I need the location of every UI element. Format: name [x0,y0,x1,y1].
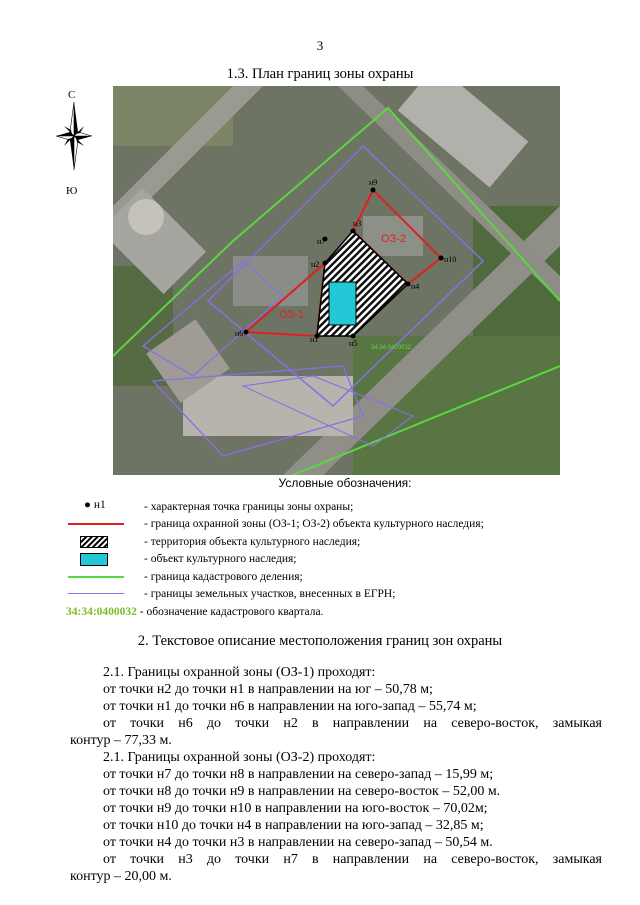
oz1-line: от точки н2 до точки н1 в направлении на юг – 50,78 м; [103,682,433,697]
page-number: 3 [316,38,324,53]
section2-title: 2. Текстовое описание местоположения границ зон охраны [137,633,503,649]
oz1-closing-line: от точки н6 до точки н2 в направлении на северо-восток, замыкая [103,716,602,731]
oz2-line: от точки н10 до точки н4 в направлении на юго-запад – 32,85 м; [103,818,484,833]
oz2-closing-line-cont: контур – 20,00 м. [70,869,172,884]
point-label-n10: н10 [444,255,457,264]
point-label-n7: н7 [317,237,326,246]
cadastral-code: 34:34:0400032 [66,606,137,618]
legend-item-zone-border: - граница охранной зоны (ОЗ-1; ОЗ-2) объекта культурного наследия; [66,516,484,532]
oz1-closing-line-cont: контур – 77,33 м. [70,733,172,748]
legend-item-territory: - территория объекта культурного наследия; [66,534,360,550]
map-cadastral-label: 34:34:0400032 [371,345,412,351]
legend-title: Условные обозначения: [278,476,412,490]
oz2-line: от точки н8 до точки н9 в направлении на северо-восток – 52,00 м. [103,784,501,799]
point-label-n5: н5 [349,339,358,348]
point-label-n4: н4 [411,282,420,291]
legend-item-cadastral: - граница кадастрового деления; [66,569,303,585]
oz2-line: от точки н4 до точки н3 в направлении на северо-запад – 50,54 м. [103,835,493,850]
point-label-n2: н2 [311,260,320,269]
legend-item-parcels: - границы земельных участков, внесенных в ЕГРН; [66,586,395,602]
oz2-line: от точки н7 до точки н8 в направлении на северо-запад – 15,99 м; [103,767,494,782]
point-label-n6: н6 [235,329,244,338]
site-plan-map [113,86,560,475]
section-title: 1.3. План границ зоны охраны [226,66,414,82]
compass-south-label: Ю [66,185,78,197]
oz2-closing-line: от точки н3 до точки н7 в направлении на северо-восток, замыкая [103,852,602,867]
legend-point-symbol: ● н1 [84,499,106,511]
point-label-n1: н1 [310,335,319,344]
oz1-line: от точки н1 до точки н6 в направлении на юго-запад – 55,74 м; [103,699,477,714]
legend-item-object: - объект культурного наследия; [66,551,297,567]
zone-label-oz2: ОЗ-2 [381,233,406,245]
point-label-n3: н3 [353,219,362,228]
legend-item-cadastral-quarter: 34:34:0400032 - обозначение кадастрового квартала. [66,606,324,618]
zone-label-oz1: ОЗ-1 [279,309,304,321]
oz2-line: от точки н9 до точки н10 в направлении на юго-восток – 70,02м; [103,801,488,816]
oz1-heading: 2.1. Границы охранной зоны (ОЗ-1) проходят: [103,665,376,680]
compass-rose-icon [52,86,96,198]
oz2-heading: 2.1. Границы охранной зоны (ОЗ-2) проходят: [103,750,376,765]
compass-north-label: С [68,89,76,101]
point-label-n9: н9 [369,178,378,187]
legend-item-point: ● н1 - характерная точка границы зоны охраны; [84,499,354,513]
